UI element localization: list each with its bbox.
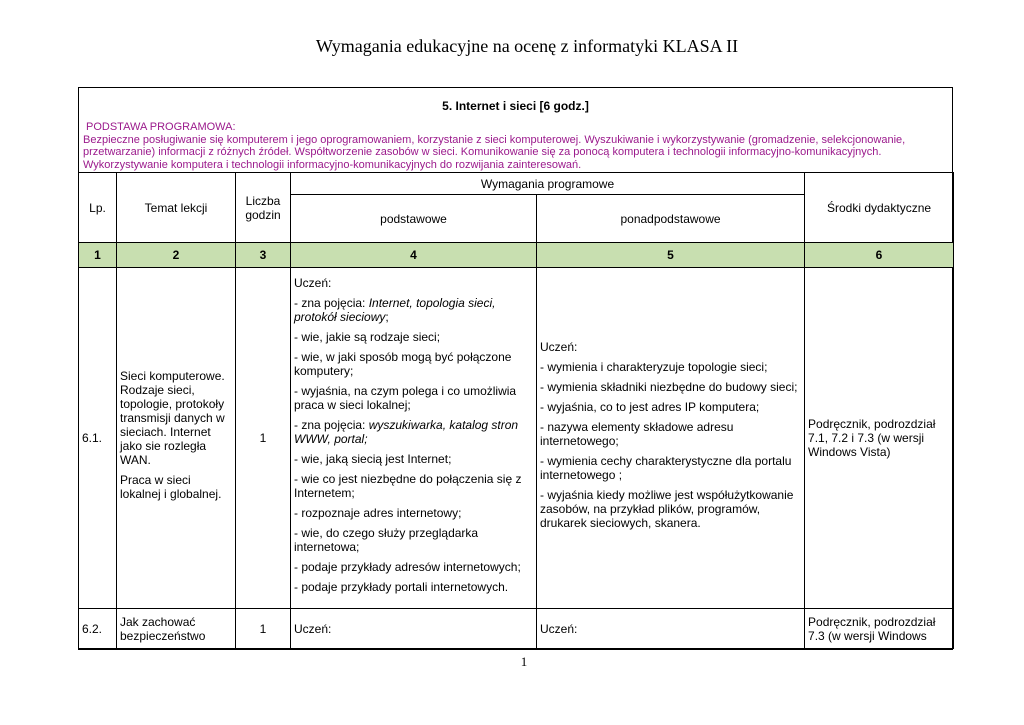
item-term: wyszukiwarka, katalog stron WWW, portal; <box>294 418 519 446</box>
item-text: - wie, w jaki sposób mogą być połączone komputery; <box>294 350 512 378</box>
item-text: - wie, jakie są rodzaje sieci; <box>294 330 441 344</box>
item-text: - wie co jest niezbędne do połączenia się z Internetem; <box>294 472 522 500</box>
row-lp: 6.2. <box>79 609 117 649</box>
basic-requirement-item <box>294 580 533 594</box>
row-basic-requirements <box>291 268 537 609</box>
row-hours: 1 <box>236 268 291 609</box>
row-resources: Podręcznik, podrozdział 7.3 (w wersji Windows <box>805 609 954 649</box>
header-wymagania: Wymagania programowe <box>291 173 805 195</box>
podstawa-text: Bezpieczne posługiwanie się komputerem i jego oprogramowaniem, korzystanie z sieci komputerowej. Wyszukiwanie i wykorzystywanie (gromadzenie, selekcjonowanie, przetwarzanie) informacji z różnych źródeł. Współtworzenie zasobów w sieci. Komunikowanie się za ponocą komputera i technologii informacyjno-komunikacyjnych. Wykorzystywanie komputera i technologii informacyjno-komunikacyjnych do rozwijania zainteresowań. <box>83 133 906 171</box>
advanced-requirement-item: - wymienia i charakteryzuje topologie sieci; <box>540 360 768 374</box>
row-advanced-requirements: Uczeń: <box>537 609 805 649</box>
advanced-requirement-item: - wyjaśnia, co to jest adres IP komputera; <box>540 400 760 414</box>
item-term: Internet, topologia sieci, protokół sieciowy <box>294 296 496 324</box>
advanced-requirement-item: - wyjaśnia kiedy możliwe jest współużytkowanie zasobów, na przykład plików, programów, drukarek sieciowych, skanera. <box>540 488 794 530</box>
basic-requirement-item <box>294 506 533 520</box>
basic-requirement-item <box>294 296 533 324</box>
row-hours: 1 <box>236 609 291 649</box>
basic-requirement-item <box>294 526 533 554</box>
col-number: 6 <box>805 243 954 268</box>
requirements-table <box>78 172 954 649</box>
basic-intro: Uczeń: <box>294 276 332 290</box>
podstawa-heading: PODSTAWA PROGRAMOWA: <box>86 121 236 133</box>
basic-requirement-item <box>294 452 533 466</box>
basic-requirement-item <box>294 560 533 574</box>
row-resources: Podręcznik, podrozdział 7.1, 7.2 i 7.3 (w wersji Windows Vista) <box>805 268 954 609</box>
advanced-requirement-item: - wymienia cechy charakterystyczne dla portalu internetowego ; <box>540 454 792 482</box>
item-text: - wie, jaką siecią jest Internet; <box>294 452 452 466</box>
header-temat: Temat lekcji <box>117 173 236 243</box>
item-text: - podaje przykłady portali internetowych. <box>294 580 509 594</box>
col-number: 3 <box>236 243 291 268</box>
table-row <box>79 609 954 649</box>
item-text: ; <box>385 310 389 324</box>
basic-requirement-item <box>294 330 533 344</box>
document-title: Wymagania edukacyjne na ocenę z informatyki KLASA II <box>315 36 739 56</box>
basic-requirement-item <box>294 384 533 412</box>
item-text: - podaje przykłady adresów internetowych; <box>294 560 521 574</box>
basic-requirement-item <box>294 472 533 500</box>
header-lp: Lp. <box>79 173 117 243</box>
col-number: 5 <box>537 243 805 268</box>
advanced-intro: Uczeń: <box>540 340 578 354</box>
basic-requirement-item <box>294 418 533 446</box>
row-advanced-requirements <box>537 268 805 609</box>
section-title: 5. Internet i sieci [6 godz.] <box>442 99 589 113</box>
topic-text: Sieci komputerowe. Rodzaje sieci, topologie, protokoły transmisji danych w sieciach. Internet jako sie rozległa WAN. <box>120 369 225 467</box>
advanced-list <box>540 360 801 530</box>
col-number: 4 <box>291 243 537 268</box>
advanced-requirement-item: - nazywa elementy składowe adresu internetowego; <box>540 420 734 448</box>
header-srodki: Środki dydaktyczne <box>805 173 954 243</box>
item-text: - zna pojęcia: <box>294 296 369 310</box>
column-number-row <box>79 243 954 268</box>
header-podstawowe: podstawowe <box>291 195 537 243</box>
row-topic: Jak zachować bezpieczeństwo <box>117 609 236 649</box>
row-topic <box>117 268 236 609</box>
item-text: - zna pojęcia: <box>294 418 369 432</box>
table-row <box>79 268 954 609</box>
col-number: 2 <box>117 243 236 268</box>
row-basic-requirements: Uczeń: <box>291 609 537 649</box>
header-liczba: Liczba godzin <box>236 173 291 243</box>
row-lp: 6.1. <box>79 268 117 609</box>
col-number: 1 <box>79 243 117 268</box>
advanced-requirement-item: - wymienia składniki niezbędne do budowy sieci; <box>540 380 798 394</box>
header-ponadpodstawowe: ponadpodstawowe <box>537 195 805 243</box>
topic-text: Praca w sieci lokalnej i globalnej. <box>120 473 222 501</box>
item-text: - wyjaśnia, na czym polega i co umożliwia praca w sieci lokalnej; <box>294 384 517 412</box>
basic-list <box>294 296 533 594</box>
requirements-frame <box>78 87 953 650</box>
page-number: 1 <box>520 654 528 669</box>
item-text: - rozpoznaje adres internetowy; <box>294 506 462 520</box>
podstawa-programowa <box>83 121 949 171</box>
basic-requirement-item <box>294 350 533 378</box>
item-text: - wie, do czego służy przeglądarka internetowa; <box>294 526 479 554</box>
